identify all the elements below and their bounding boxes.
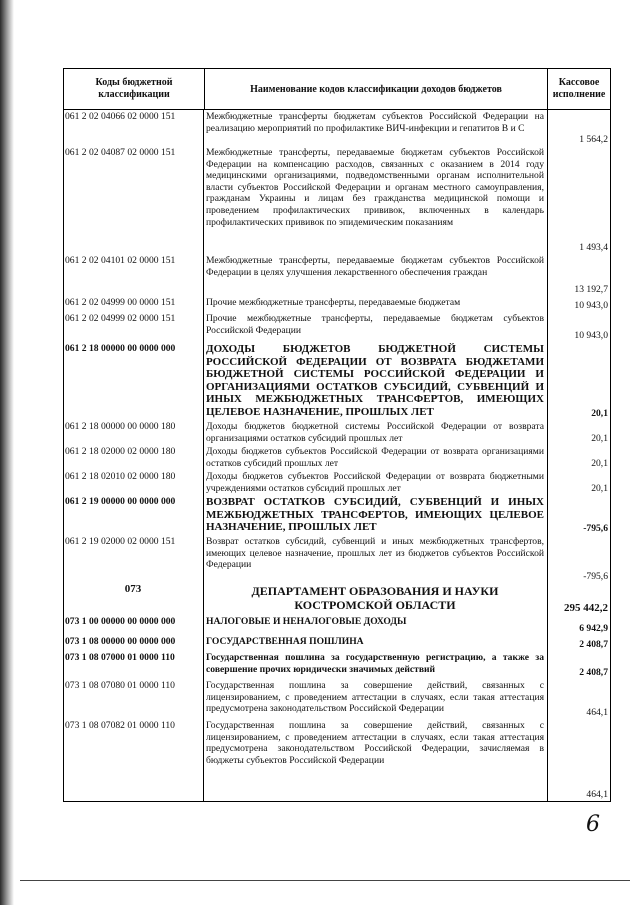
- row-code: 061 2 02 04999 00 0000 151: [64, 296, 204, 312]
- row-amount: 10 943,0: [574, 330, 608, 342]
- row-code: 073 1 08 07000 01 0000 110: [64, 651, 204, 679]
- table-row: [64, 420, 610, 445]
- table-row: [64, 583, 610, 615]
- row-code: 061 2 02 04087 02 0000 151: [64, 146, 204, 254]
- row-code: 061 2 18 00000 00 0000 000: [64, 342, 204, 420]
- footer-divider: [20, 880, 630, 881]
- row-code: 073: [64, 583, 204, 615]
- table-row: [64, 342, 610, 420]
- scan-edge-shadow: [0, 0, 14, 905]
- row-code: 061 2 18 02010 02 0000 180: [64, 470, 204, 495]
- row-code: 073 1 00 00000 00 0000 000: [64, 615, 204, 635]
- row-name: Межбюджетные трансферты бюджетам субъектов Российской Федерации на реализацию мероприятий по профилактике ВИЧ-инфекции и гепатитов В и С: [204, 110, 548, 146]
- row-code: 073 1 08 00000 00 0000 000: [64, 635, 204, 651]
- row-amount: 20,1: [591, 483, 608, 495]
- header-amount: Кассовое исполнение: [552, 77, 606, 100]
- table-row: [64, 470, 610, 495]
- table-row: [64, 445, 610, 470]
- row-name: ДОХОДЫ БЮДЖЕТОВ БЮДЖЕТНОЙ СИСТЕМЫ РОССИЙСКОЙ ФЕДЕРАЦИИ ОТ ВОЗВРАТА БЮДЖЕТАМИ БЮДЖЕТНОЙ СИСТЕМЫ РОССИЙСКОЙ ФЕДЕРАЦИИ И ОРГАНИЗАЦИЯМИ ОСТАТКОВ СУБСИДИЙ, СУБВЕНЦИЙ И ИНЫХ МЕЖБЮДЖЕТНЫХ ТРАНСФЕРТОВ, ИМЕЮЩИХ ЦЕЛЕВОЕ НАЗНАЧЕНИЕ, ПРОШЛЫХ ЛЕТ: [204, 342, 548, 420]
- table-row: [64, 495, 610, 535]
- table-row: [64, 679, 610, 719]
- table-row: [64, 719, 610, 802]
- row-code: 073 1 08 07082 01 0000 110: [64, 719, 204, 801]
- row-code: 061 2 19 02000 02 0000 151: [64, 535, 204, 583]
- row-amount: 1 493,4: [579, 242, 608, 254]
- row-name: Прочие межбюджетные трансферты, передаваемые бюджетам: [204, 296, 548, 312]
- row-name: Доходы бюджетов субъектов Российской Федерации от возврата бюджетными учреждениями остатков субсидий прошлых лет: [204, 470, 548, 495]
- row-name: Межбюджетные трансферты, передаваемые бюджетам субъектов Российской Федерации в целях улучшения лекарственного обеспечения граждан: [204, 254, 548, 296]
- row-amount: 2 408,7: [579, 667, 608, 679]
- row-amount: 1 564,2: [579, 134, 608, 146]
- row-name: Государственная пошлина за совершение действий, связанных с лицензированием, с проведением аттестации в случаях, если такая аттестация предусмотрена законодательством Российской Федерации: [204, 679, 548, 719]
- row-amount: 2 408,7: [579, 639, 608, 651]
- table-row: [64, 312, 610, 342]
- row-amount: -795,6: [583, 523, 608, 535]
- budget-table: [63, 68, 611, 802]
- table-row: [64, 615, 610, 635]
- page-number: 6: [586, 812, 600, 837]
- row-name: ГОСУДАРСТВЕННАЯ ПОШЛИНА: [204, 635, 548, 651]
- row-code: 061 2 18 00000 00 0000 180: [64, 420, 204, 445]
- table-row: [64, 635, 610, 651]
- row-amount: 20,1: [591, 433, 608, 445]
- row-name: Государственная пошлина за совершение действий, связанных с лицензированием, с проведением аттестации в случаях, если такая аттестация предусмотрена законодательством Российской Федерации, зачисляемая в бюджеты субъектов Российской Федерации: [204, 719, 548, 801]
- table-header: [64, 69, 610, 110]
- row-amount: 20,1: [591, 408, 608, 420]
- row-code: 061 2 19 00000 00 0000 000: [64, 495, 204, 535]
- row-amount: 20,1: [591, 458, 608, 470]
- row-name: Государственная пошлина за государственную регистрацию, а также за совершение прочих юридически значимых действий: [204, 651, 548, 679]
- row-code: 073 1 08 07080 01 0000 110: [64, 679, 204, 719]
- row-amount: 295 442,2: [564, 602, 608, 615]
- row-amount: 464,1: [586, 789, 608, 801]
- table-row: [64, 146, 610, 254]
- row-name: Доходы бюджетов субъектов Российской Федерации от возврата организациями остатков субсидий прошлых лет: [204, 445, 548, 470]
- row-amount: 6 942,9: [579, 623, 608, 635]
- row-name: Межбюджетные трансферты, передаваемые бюджетам субъектов Российской Федерации на компенсацию расходов, связанных с оказанием в 2014 году медицинскими организациями, подведомственными органам исполнительной власти субъектов Российской Федерации и органам местного самоуправления, гражданам Украины и лицам без гражданства медицинской помощи и проведением профилактических прививок, включенных в календарь профилактических прививок по эпидемическим показаниям: [204, 146, 548, 254]
- row-code: 061 2 02 04101 02 0000 151: [64, 254, 204, 296]
- row-name: НАЛОГОВЫЕ И НЕНАЛОГОВЫЕ ДОХОДЫ: [204, 615, 548, 635]
- row-code: 061 2 18 02000 02 0000 180: [64, 445, 204, 470]
- header-code: Коды бюджетной классификации: [64, 69, 205, 109]
- row-name: Доходы бюджетов бюджетной системы Российской Федерации от возврата организациями остатков субсидий прошлых лет: [204, 420, 548, 445]
- table-row: [64, 254, 610, 296]
- table-row: [64, 651, 610, 679]
- row-code: 061 2 02 04066 02 0000 151: [64, 110, 204, 146]
- header-name: Наименование кодов классификации доходов бюджетов: [205, 69, 548, 109]
- row-name: ВОЗВРАТ ОСТАТКОВ СУБСИДИЙ, СУБВЕНЦИЙ И ИНЫХ МЕЖБЮДЖЕТНЫХ ТРАНСФЕРТОВ, ИМЕЮЩИХ ЦЕЛЕВОЕ НАЗНАЧЕНИЕ, ПРОШЛЫХ ЛЕТ: [204, 495, 548, 535]
- row-amount: 13 192,7: [574, 284, 608, 296]
- row-amount: 464,1: [586, 707, 608, 719]
- row-amount: 10 943,0: [574, 300, 608, 312]
- row-amount: -795,6: [583, 571, 608, 583]
- row-code: 061 2 02 04999 02 0000 151: [64, 312, 204, 342]
- table-row: [64, 110, 610, 146]
- row-name: Возврат остатков субсидий, субвенций и иных межбюджетных трансфертов, имеющих целевое назначение, прошлых лет из бюджетов субъектов Российской Федерации: [204, 535, 548, 583]
- table-row: [64, 535, 610, 583]
- row-name: Прочие межбюджетные трансферты, передаваемые бюджетам субъектов Российской Федерации: [204, 312, 548, 342]
- row-name: ДЕПАРТАМЕНТ ОБРАЗОВАНИЯ И НАУКИ КОСТРОМСКОЙ ОБЛАСТИ: [204, 583, 548, 615]
- table-row: [64, 296, 610, 312]
